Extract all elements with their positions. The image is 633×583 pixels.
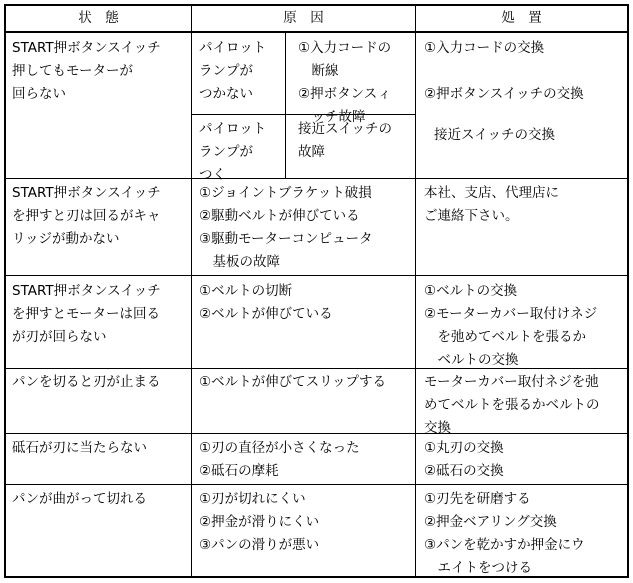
row-divider	[4, 484, 629, 485]
row-cause: ①刃の直径が小さくなった ②砥石の摩耗	[199, 440, 360, 479]
row-remedy: ①入力コードの交換 ②押ボタンスイッチの交換	[424, 40, 584, 102]
row-cause: ①ベルトが伸びてスリップする	[199, 374, 387, 390]
row-condition: パイロット ランプが つかない	[199, 40, 267, 102]
row-remedy: ①ベルトの交換 ②モーターカバー取付けネジ を弛めてベルトを張るか ベルトの交換	[424, 283, 598, 368]
row-status: START押ボタンスイッチ を押すとモーターは回る が刃が回らない	[12, 283, 161, 345]
row-status: START押ボタンスイッチ を押すと刃は回るがキャ リッジが動かない	[12, 185, 161, 247]
row-cause: ①刃が切れにくい ②押金が滑りにくい ③パンの滑りが悪い	[199, 491, 320, 553]
row-remedy: ①丸刃の交換 ②砥石の交換	[424, 440, 504, 479]
row-remedy: ①刃先を研磨する ②押金ベアリング交換 ③パンを乾かすか押金にウ エイトをつける	[424, 491, 585, 576]
row-remedy: モーターカバー取付ネジを弛 めてベルトを張るかベルトの 交換	[424, 374, 600, 436]
column-divider	[191, 4, 192, 578]
row-divider	[4, 178, 629, 179]
row-condition: パイロット ランプが つく	[199, 121, 267, 183]
header-status: 状 態	[78, 10, 119, 26]
row-status: パンを切ると刃が止まる	[12, 374, 161, 390]
row-cause: ①ジョイントブラケット破損 ②駆動ベルトが伸びている ③駆動モーターコンピュータ 基板の故障	[199, 185, 373, 270]
row-status: パンが曲がって切れる	[12, 491, 147, 507]
column-divider	[415, 4, 416, 578]
header-divider	[4, 31, 629, 33]
row-cause: ①ベルトの切断 ②ベルトが伸びている	[199, 283, 333, 322]
row-status: START押ボタンスイッチ 押してもモーターが 回らない	[12, 40, 161, 102]
row-cause: 接近スイッチの 故障	[298, 121, 392, 160]
row-divider	[4, 275, 629, 276]
row-remedy: 本社、支店、代理店に ご連絡下さい。	[424, 185, 559, 224]
row-remedy: 接近スイッチの交換	[434, 127, 555, 143]
row-cause: ①入力コードの 断線 ②押ボタンスィ ッチ故障	[298, 40, 392, 125]
sub-column-divider	[285, 32, 286, 178]
row-status: 砥石が刃に当たらない	[12, 440, 147, 456]
header-remedy: 処 置	[501, 10, 542, 26]
header-cause: 原 因	[283, 10, 324, 26]
